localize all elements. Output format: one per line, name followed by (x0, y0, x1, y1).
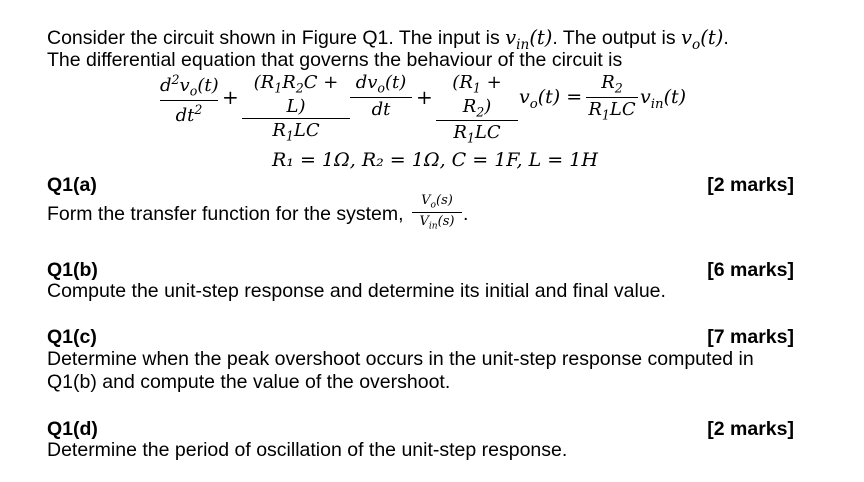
intro-text-c: . (723, 27, 729, 49)
eq-term-4 (436, 72, 518, 146)
fraction-bar (586, 97, 638, 98)
q1c-text-line-2: Q1(b) and compute the value of the overshoot. (47, 371, 451, 393)
q1a-text: Form the transfer function for the system, (47, 203, 404, 225)
fraction-bar (350, 97, 412, 98)
tf-numerator: $V_o(s)$ (421, 193, 453, 211)
eq-term-3-num: $dv_o(t)$ (355, 72, 407, 96)
intro-text-a: Consider the circuit shown in Figure Q1. The input is (47, 27, 500, 49)
q1c-marks: [7 marks] (707, 326, 794, 348)
vin-symbol: $v_{in}(t)$ (505, 26, 553, 53)
fraction-bar (242, 118, 350, 119)
fraction-bar (436, 120, 518, 121)
q1d-marks: [2 marks] (707, 418, 794, 440)
eq-term-2-num: $(R_1R_2C + L)$ (253, 72, 339, 117)
intro-line-2: The differential equation that governs the behaviour of the circuit is (47, 49, 623, 71)
fraction-bar (412, 212, 462, 213)
eq-term-4-den: $R_1LC$ (453, 122, 501, 147)
fraction-bar (160, 100, 218, 101)
tf-denominator: $V_{in}(s)$ (419, 213, 455, 232)
eq-term-5 (586, 72, 638, 122)
eq-term-4-num: $(R_1 + R_2)$ (452, 72, 502, 120)
q1d-label: Q1(d) (47, 418, 98, 440)
parameter-values: R₁ = 1Ω, R₂ = 1Ω, C = 1F, L = 1H (272, 149, 598, 171)
eq-term-2 (242, 72, 350, 143)
eq-term-3-den: dt (371, 98, 391, 120)
transfer-function-fraction (412, 193, 462, 231)
q1c-label: Q1(c) (47, 326, 97, 348)
q1a-period: . (463, 203, 469, 225)
eq-term-1 (160, 72, 218, 126)
q1a-marks: [2 marks] (707, 174, 794, 196)
eq-vo-equals: $v_o(t)$ = (519, 86, 583, 112)
q1a-label: Q1(a) (47, 174, 97, 196)
plus-sign-1: + (222, 85, 239, 109)
eq-term-5-den: $R_1LC$ (588, 98, 636, 123)
eq-term-5-num: $R_2$ (601, 72, 623, 96)
eq-term-2-den: $R_1LC$ (272, 119, 320, 144)
plus-sign-2: + (416, 85, 433, 109)
q1b-text: Compute the unit-step response and determine its initial and final value. (47, 280, 666, 302)
q1c-text-line-1: Determine when the peak overshoot occurs in the unit-step response computed in (47, 348, 754, 370)
q1d-text: Determine the period of oscillation of the unit-step response. (47, 439, 568, 461)
intro-text-b: . The output is (552, 27, 676, 49)
eq-term-1-num: $d^2v_o(t)$ (160, 72, 219, 99)
vo-symbol: $v_o(t)$ (681, 26, 724, 53)
eq-term-1-den: $dt^2$ (175, 101, 203, 126)
clipped-header-remnant (0, 0, 864, 8)
eq-term-3 (350, 72, 412, 120)
eq-vin: $v_{in}(t)$ (640, 86, 687, 112)
q1b-marks: [6 marks] (707, 259, 794, 281)
q1b-label: Q1(b) (47, 259, 98, 281)
